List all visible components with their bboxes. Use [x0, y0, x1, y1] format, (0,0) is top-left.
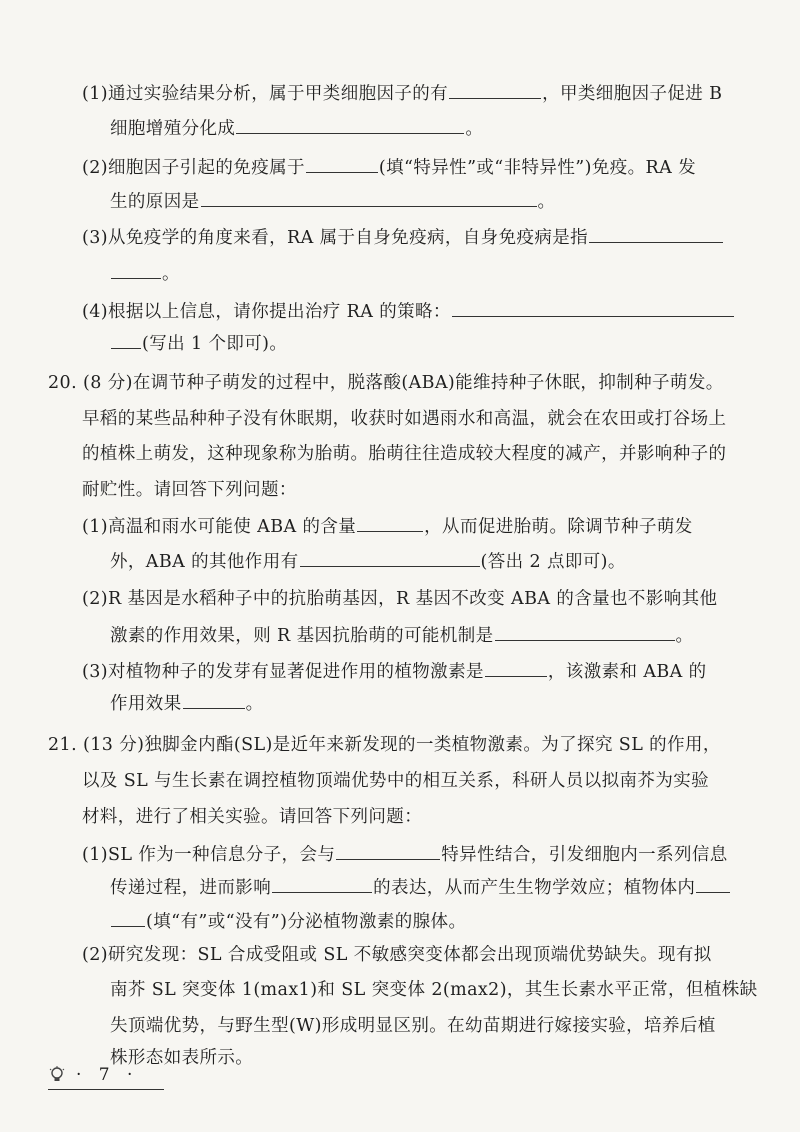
answer-blank[interactable]: [201, 188, 537, 207]
answer-blank[interactable]: [336, 841, 440, 860]
answer-blank[interactable]: [236, 115, 464, 134]
q20-1-line1: (1)高温和雨水可能使 ABA 的含量 ，从而促进胎萌。除调节种子萌发: [82, 513, 693, 540]
answer-blank[interactable]: [111, 908, 145, 927]
answer-blank[interactable]: [696, 874, 730, 893]
q21-stem-line2: 以及 SL 与生长素在调控植物顶端优势中的相互关系，科研人员以拟南芥为实验: [82, 771, 710, 791]
answer-blank[interactable]: [357, 513, 423, 532]
answer-blank[interactable]: [111, 260, 161, 279]
q20-3-line1: (3)对植物种子的发芽有显著促进作用的植物激素是 ，该激素和 ABA 的: [82, 658, 707, 685]
answer-blank[interactable]: [449, 80, 541, 99]
q19-2-line2: 生的原因是 。: [110, 188, 555, 215]
q19-4-line1: (4)根据以上信息，请你提出治疗 RA 的策略：: [82, 298, 735, 325]
q21-2-line1: (2)研究发现：SL 合成受阻或 SL 不敏感突变体都会出现顶端优势缺失。现有拟: [82, 945, 712, 965]
q20-stem-line3: 的植株上萌发，这种现象称为胎萌。胎萌往往造成较大程度的减产，并影响种子的: [82, 444, 727, 464]
q20-stem-line4: 耐贮性。请回答下列问题：: [82, 480, 297, 500]
q21-2-line2: 南芥 SL 突变体 1(max1)和 SL 突变体 2(max2)，其生长素水平正常，但植株缺: [110, 980, 758, 1000]
footer-rule: [48, 1089, 164, 1090]
q21-2-line4: 株形态如表所示。: [110, 1048, 254, 1068]
q19-3-line1: (3)从免疫学的角度来看，RA 属于自身免疫病，自身免疫病是指: [82, 224, 724, 251]
answer-blank[interactable]: [111, 330, 141, 349]
q21-1-line2: 传递过程，进而影响 的表达，从而产生生物学效应；植物体内: [110, 874, 731, 901]
q20-3-line2: 作用效果 。: [110, 690, 264, 717]
page-footer: [48, 1062, 164, 1092]
answer-blank[interactable]: [485, 658, 547, 677]
q20-1-line2: 外，ABA 的其他作用有 (答出 2 点即可)。: [110, 548, 626, 575]
q21-2-line3: 失顶端优势，与野生型(W)形成明显区别。在幼苗期进行嫁接实验，培养后植: [110, 1016, 716, 1036]
answer-blank[interactable]: [272, 874, 372, 893]
q19-1-line2: 细胞增殖分化成 。: [110, 115, 483, 142]
q19-2-line1: (2)细胞因子引起的免疫属于 (填“特异性”或“非特异性”)免疫。RA 发: [82, 154, 696, 181]
q19-3-line2: 。: [110, 260, 180, 287]
q19-4-line2: (写出 1 个即可)。: [110, 330, 287, 357]
q21-1-line3: (填“有”或“没有”)分泌植物激素的腺体。: [110, 908, 466, 935]
answer-blank[interactable]: [183, 690, 245, 709]
q20-2-line2: 激素的作用效果，则 R 基因抗胎萌的可能机制是 。: [110, 622, 693, 649]
q21-stem-line3: 材料，进行了相关实验。请回答下列问题：: [82, 807, 423, 827]
q21-1-line1: (1)SL 作为一种信息分子，会与 特异性结合，引发细胞内一系列信息: [82, 841, 728, 868]
lightbulb-icon: [48, 1066, 66, 1084]
answer-blank[interactable]: [300, 548, 480, 567]
q21-stem-line1: 21. (13 分)独脚金内酯(SL)是近年来新发现的一类植物激素。为了探究 SL 的作用，: [48, 735, 721, 755]
q20-stem-line1: 20. (8 分)在调节种子萌发的过程中，脱落酸(ABA)能维持种子休眠，抑制种子萌发。: [48, 373, 724, 393]
q19-1-line1: (1)通过实验结果分析，属于甲类细胞因子的有 ，甲类细胞因子促进 B: [82, 80, 722, 107]
answer-blank[interactable]: [306, 154, 378, 173]
q20-stem-line2: 早稻的某些品种种子没有休眠期，收获时如遇雨水和高温，就会在农田或打谷场上: [82, 409, 727, 429]
answer-blank[interactable]: [589, 224, 723, 243]
page-number: · 7 ·: [76, 1065, 139, 1085]
answer-blank[interactable]: [452, 298, 734, 317]
answer-blank[interactable]: [495, 622, 675, 641]
q20-2-line1: (2)R 基因是水稻种子中的抗胎萌基因，R 基因不改变 ABA 的含量也不影响其他: [82, 589, 718, 609]
